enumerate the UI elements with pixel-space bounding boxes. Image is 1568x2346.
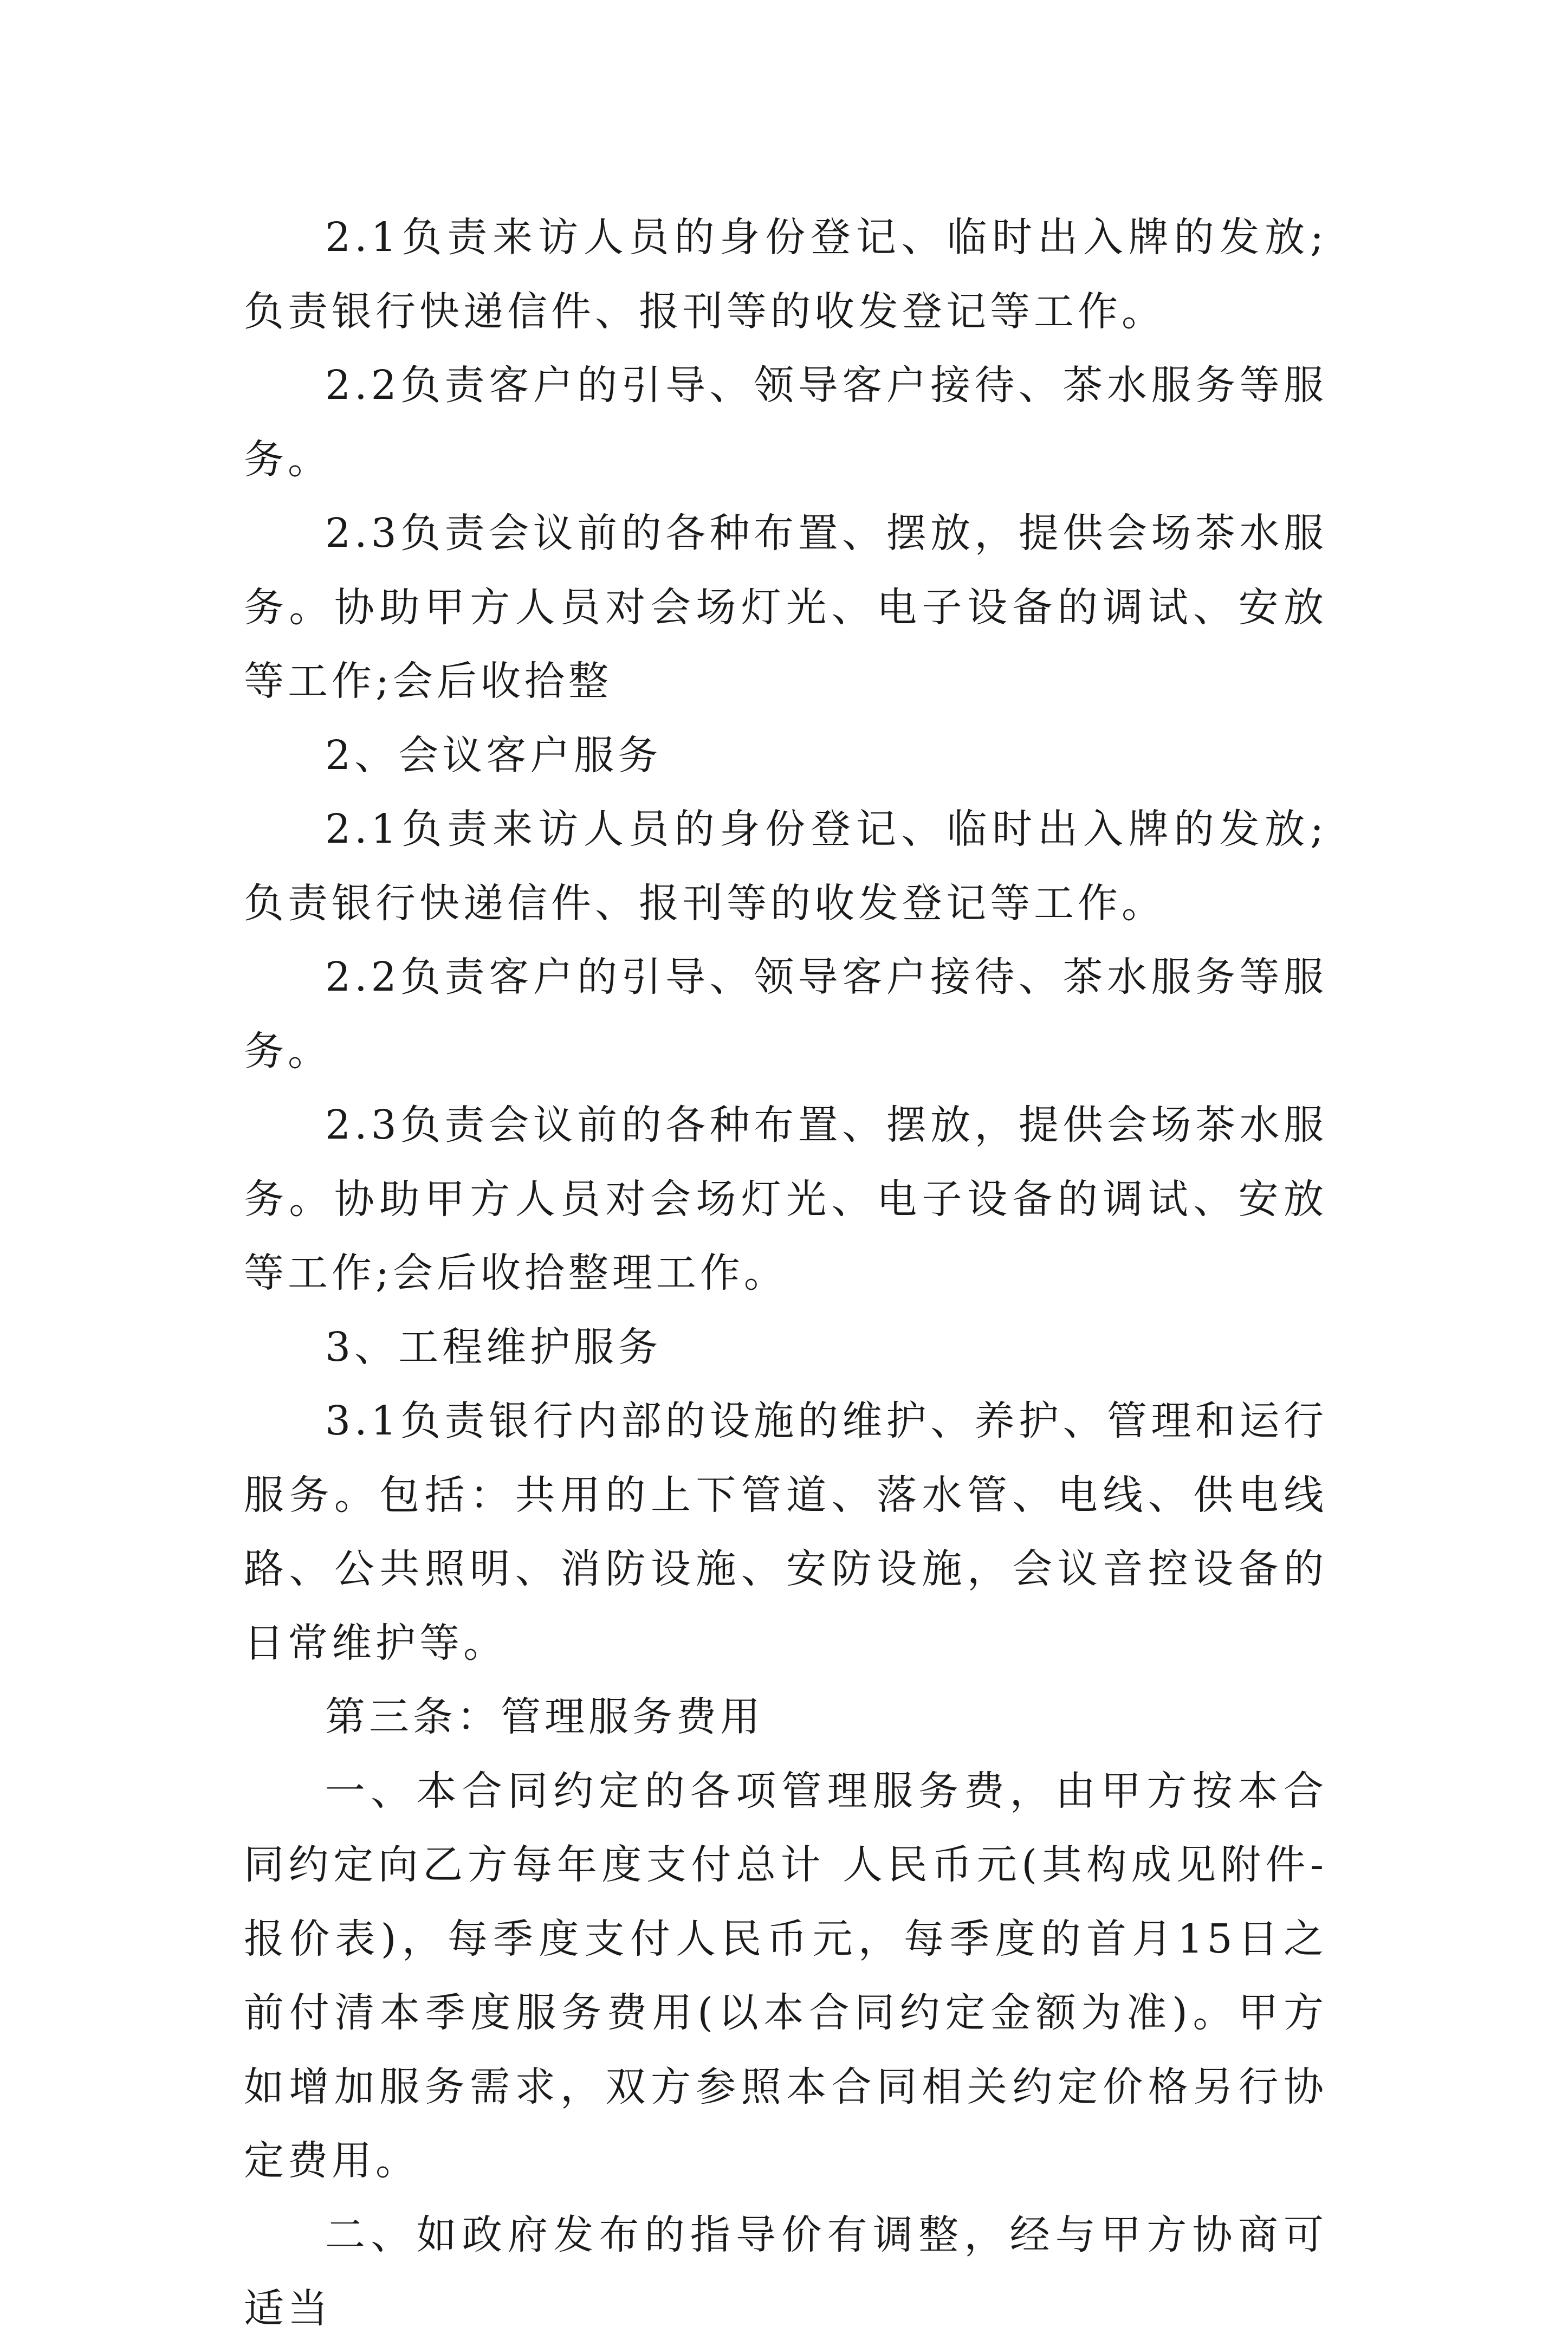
paragraph-2-1-visitor-registration: 2.1负责来访人员的身份登记、临时出入牌的发放;负责银行快递信件、报刊等的收发登记等工作。 xyxy=(244,214,1327,335)
paragraph-3-1-facility-maintenance: 3.1负责银行内部的设施的维护、养护、管理和运行服务。包括：共用的上下管道、落水管、电线、供电线路、公共照明、消防设施、安防设施，会议音控设备的日常维护等。 xyxy=(244,1398,1327,1666)
paragraph-fee-clause-two: 二、如政府发布的指导价有调整，经与甲方协商可适当 xyxy=(244,2211,1327,2332)
heading-meeting-customer-service: 2、会议客户服务 xyxy=(325,732,662,779)
paragraph-2-2-customer-guidance: 2.2负责客户的引导、领导客户接待、茶水服务等服务。 xyxy=(244,362,1327,483)
paragraph-2-1-visitor-registration-repeat: 2.1负责来访人员的身份登记、临时出入牌的发放;负责银行快递信件、报刊等的收发登记等工作。 xyxy=(244,806,1327,927)
paragraph-fee-clause-one: 一、本合同约定的各项管理服务费，由甲方按本合同约定向乙方每年度支付总计 人民币元(其构成见附件-报价表)，每季度支付人民币元，每季度的首月15日之前付清本季度服务费用(以本合同约定金额为准)。甲方如增加服务需求，双方参照本合同相关约定价格另行协定费用。 xyxy=(244,1767,1327,2184)
heading-engineering-maintenance: 3、工程维护服务 xyxy=(325,1323,662,1371)
paragraph-2-2-customer-guidance-repeat: 2.2负责客户的引导、领导客户接待、茶水服务等服务。 xyxy=(244,954,1327,1075)
paragraph-2-3-meeting-setup-repeat: 2.3负责会议前的各种布置、摆放，提供会场茶水服务。协助甲方人员对会场灯光、电子设备的调试、安放等工作;会后收拾整理工作。 xyxy=(244,1102,1327,1296)
document-body xyxy=(244,201,1327,2346)
paragraph-2-3-meeting-setup: 2.3负责会议前的各种布置、摆放，提供会场茶水服务。协助甲方人员对会场灯光、电子设备的调试、安放等工作;会后收拾整 xyxy=(244,510,1327,705)
heading-article-three-fees: 第三条：管理服务费用 xyxy=(325,1694,764,1740)
